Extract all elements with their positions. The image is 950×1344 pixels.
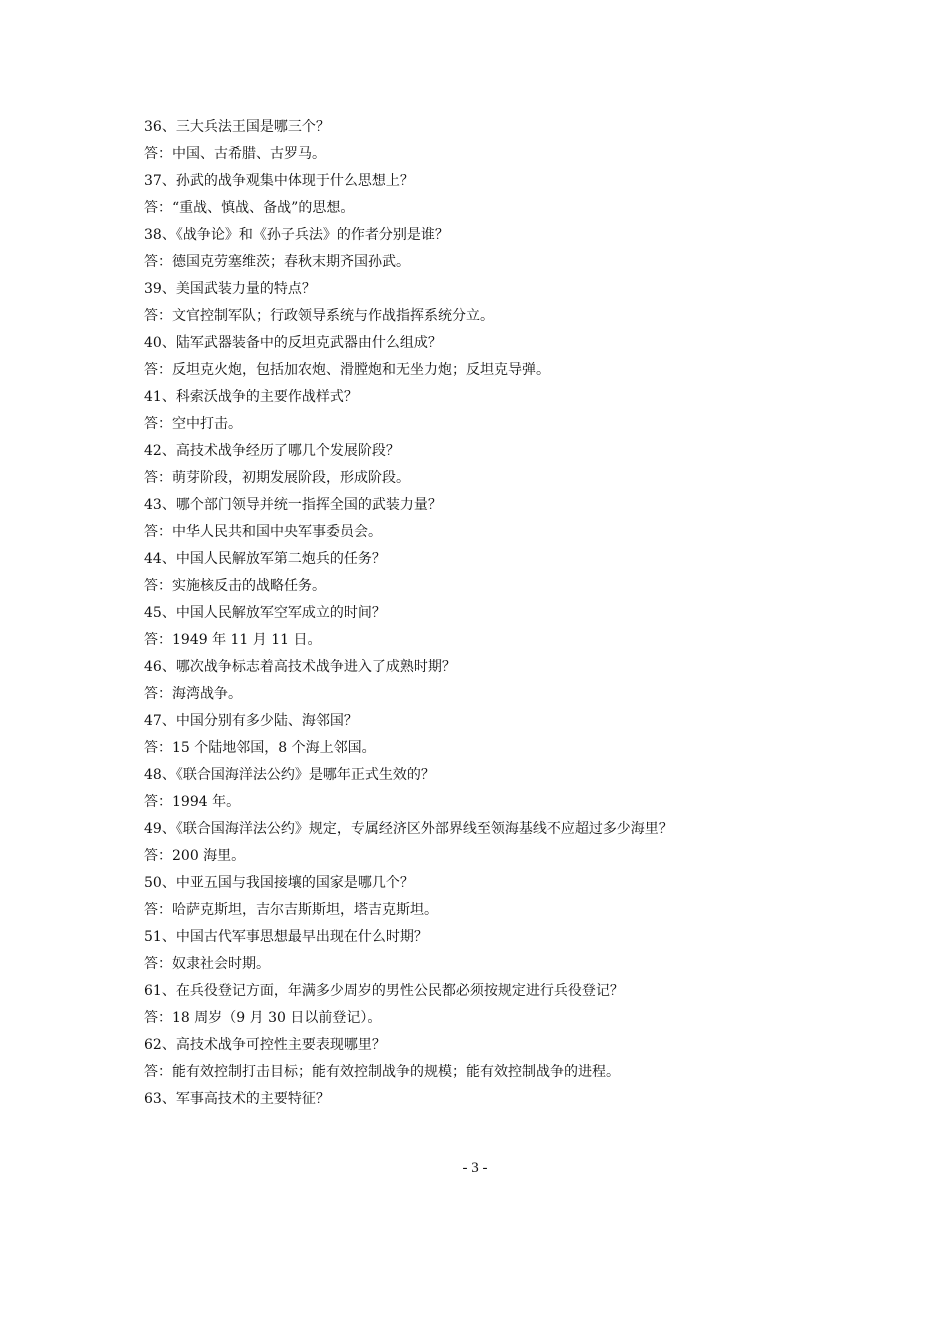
question-46: 46、哪次战争标志着高技术战争进入了成熟时期？ (144, 659, 456, 675)
answer-44: 答：实施核反击的战略任务。 (144, 578, 326, 594)
question-39: 39、美国武装力量的特点？ (144, 281, 316, 297)
question-63: 63、军事高技术的主要特征？ (144, 1091, 330, 1107)
answer-41: 答：空中打击。 (144, 416, 242, 432)
answer-43: 答：中华人民共和国中央军事委员会。 (144, 524, 382, 540)
answer-46: 答：海湾战争。 (144, 686, 242, 702)
answer-42: 答：萌芽阶段，初期发展阶段，形成阶段。 (144, 470, 410, 486)
question-42: 42、高技术战争经历了哪几个发展阶段？ (144, 443, 400, 459)
answer-50: 答：哈萨克斯坦，吉尔吉斯斯坦，塔吉克斯坦。 (144, 902, 438, 918)
qa-list (144, 117, 844, 1116)
answer-40: 答：反坦克火炮，包括加农炮、滑膛炮和无坐力炮；反坦克导弹。 (144, 362, 550, 378)
question-62: 62、高技术战争可控性主要表现哪里？ (144, 1037, 386, 1053)
question-45: 45、中国人民解放军空军成立的时间？ (144, 605, 386, 621)
answer-47: 答：15 个陆地邻国，8 个海上邻国。 (144, 740, 376, 756)
answer-49: 答：200 海里。 (144, 848, 246, 864)
question-43: 43、哪个部门领导并统一指挥全国的武装力量？ (144, 497, 442, 513)
question-61: 61、在兵役登记方面，年满多少周岁的男性公民都必须按规定进行兵役登记？ (144, 983, 624, 999)
answer-36: 答：中国、古希腊、古罗马。 (144, 146, 326, 162)
answer-45: 答：1949 年 11 月 11 日。 (144, 632, 322, 648)
question-50: 50、中亚五国与我国接壤的国家是哪几个？ (144, 875, 414, 891)
answer-37: 答：“重战、慎战、备战”的思想。 (144, 200, 355, 216)
question-44: 44、中国人民解放军第二炮兵的任务？ (144, 551, 386, 567)
answer-61: 答：18 周岁（9 月 30 日以前登记）。 (144, 1010, 382, 1026)
question-47: 47、中国分别有多少陆、海邻国？ (144, 713, 358, 729)
answer-38: 答：德国克劳塞维茨；春秋末期齐国孙武。 (144, 254, 410, 270)
question-48: 48、《联合国海洋法公约》是哪年正式生效的？ (144, 767, 435, 783)
question-36: 36、三大兵法王国是哪三个？ (144, 119, 330, 135)
question-37: 37、孙武的战争观集中体现于什么思想上？ (144, 173, 414, 189)
answer-39: 答：文官控制军队；行政领导系统与作战指挥系统分立。 (144, 308, 494, 324)
question-51: 51、中国古代军事思想最早出现在什么时期？ (144, 929, 428, 945)
question-38: 38、《战争论》和《孙子兵法》的作者分别是谁？ (144, 227, 449, 243)
answer-51: 答：奴隶社会时期。 (144, 956, 270, 972)
answer-62: 答：能有效控制打击目标；能有效控制战争的规模；能有效控制战争的进程。 (144, 1064, 620, 1080)
question-40: 40、陆军武器装备中的反坦克武器由什么组成？ (144, 335, 442, 351)
question-49: 49、《联合国海洋法公约》规定，专属经济区外部界线至领海基线不应超过多少海里？ (144, 821, 673, 837)
page-number: - 3 - (462, 1160, 488, 1176)
question-41: 41、科索沃战争的主要作战样式？ (144, 389, 358, 405)
answer-48: 答：1994 年。 (144, 794, 241, 810)
